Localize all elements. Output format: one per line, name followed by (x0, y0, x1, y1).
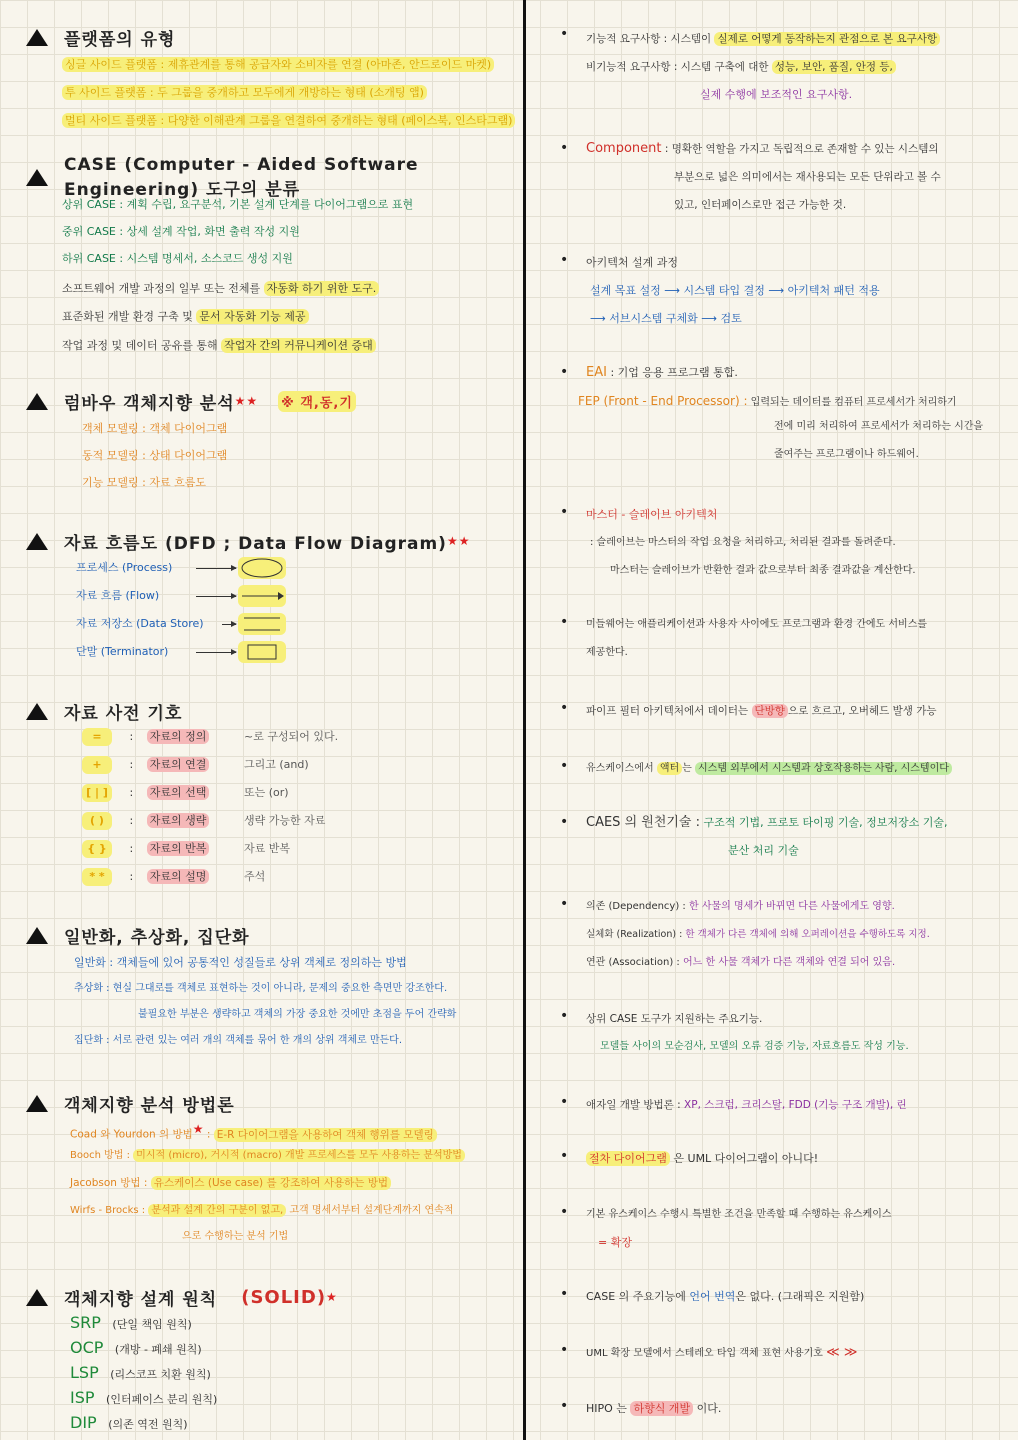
section-solid: 객체지향 설계 원칙 (SOLID) ★ SRP (단일 책임 원칙) OCP (개방 - 폐쇄 원칙) LSP (리스코프 치환 원칙) ISP (인터페이스 분리 원칙) DIP (의존 역전 원칙) (0, 1284, 522, 1310)
solid-desc: (인터페이스 분리 원칙) (106, 1393, 218, 1406)
case-no-translation: CASE 의 주요기능에 언어 번역은 없다. (그래픽은 지원함) (586, 1290, 865, 1303)
triangle-icon (26, 1289, 48, 1306)
master-slave-1: : 슬레이브는 마스터의 작업 요청을 처리하고, 처리된 결과를 돌려준다. (590, 537, 896, 548)
association-def: 연관 (Association) : 어느 한 사물 객체가 다른 객체와 연결 되어 있음. (586, 957, 896, 968)
upper-case-functions: 상위 CASE 도구가 지원하는 주요기능. (586, 1013, 763, 1025)
component-def: Component : 명확한 역할을 가지고 독립적으로 존재할 수 있는 시스템의 (586, 141, 939, 156)
solid-tag: (SOLID) (241, 1286, 327, 1308)
section-title: 플랫폼의 유형 (64, 29, 176, 50)
solid-row (70, 1414, 188, 1434)
triangle-icon (26, 927, 48, 944)
section-title: CASE (Computer - Aided Software Engineering) 도구의 분류 (64, 154, 419, 200)
dict-row: * * : 자료의 설명 주석 (82, 868, 209, 886)
realization-def: 실체화 (Realization) : 한 객체가 다른 객체에 의해 오퍼레이션을 수행하도록 지정. (586, 929, 930, 940)
case-line-5: 표준화된 개발 환경 구축 및 문서 자동화 기능 제공 (62, 308, 309, 326)
rumbaugh-line-1: 객체 모델링 : 객체 다이어그램 (82, 422, 228, 435)
dict-symbol: = (82, 728, 112, 746)
pipe-filter: 파이프 필터 아키텍처에서 데이터는 단방향 으로 흐르고, 오버헤드 발생 가능 (586, 705, 937, 717)
dfd-store-label: 자료 저장소 (Data Store) (76, 617, 204, 630)
master-slave-2: 마스터는 슬레이브가 반환한 결과 값으로부터 최종 결과값을 계산한다. (610, 565, 916, 576)
case-line-3: 하위 CASE : 시스템 명세서, 소스코드 생성 지원 (62, 252, 293, 265)
rumbaugh-line-3: 기능 모델링 : 자료 흐름도 (82, 476, 206, 489)
case-line-2: 중위 CASE : 상세 설계 작업, 화면 출력 작성 지원 (62, 225, 300, 238)
section-title: 자료 사전 기호 (64, 703, 183, 724)
solid-abbr: OCP (70, 1338, 104, 1357)
arrow-icon (222, 624, 236, 625)
dict-symbol: ( ) (82, 812, 112, 830)
dict-desc: ~로 구성되어 있다. (244, 730, 339, 743)
master-slave-title: 마스터 - 슬레이브 아키텍처 (586, 508, 718, 521)
solid-row (70, 1389, 217, 1409)
section-title: 자료 흐름도 (DFD ; Data Flow Diagram) (64, 533, 447, 554)
section-dfd (0, 528, 522, 658)
dict-desc: 주석 (244, 870, 266, 883)
column-divider (523, 0, 526, 1440)
extend-usecase-2: = 확장 (598, 1236, 632, 1249)
usecase-actor: 유스케이스에서 액터 는 시스템 외부에서 시스템과 상호작용하는 사람, 시스템이다 (586, 760, 952, 778)
section-title: 일반화, 추상화, 집단화 (64, 927, 250, 948)
section-title: 객체지향 설계 원칙 (64, 1289, 218, 1310)
section-data-dictionary (0, 698, 522, 883)
architecture-design-flow-2: ⟶ 서브시스템 구체화 ⟶ 검토 (590, 312, 742, 325)
gen-line-2: 추상화 : 현실 그대로를 객체로 표현하는 것이 아니라, 문제의 중요한 측면만 강조한다. (74, 983, 448, 994)
solid-row (70, 1364, 211, 1384)
platform-line-3: 멀티 사이드 플랫폼 : 다양한 이해관계 그룹을 연결하여 중개하는 형태 (페이스북, 인스타그램) (62, 113, 515, 128)
arrow-icon (196, 568, 236, 569)
triangle-icon (26, 1095, 48, 1112)
right-column: • 기능적 요구사항 : 시스템이 실제로 어떻게 동작하는지 관점으로 본 요구사항 비기능적 요구사항 : 시스템 구축에 대한 성능, 보안, 품질, 안정 등, 실제 수행에 보조적인 요구사항. • Component : 명확한 역할을 가지고 독립적으로 존재할 수 있는 시스템의 부분으로 넓은 의미에서는 재사용되는 모든 단위라고 볼 수 있고, 인터페이스로만 접근 가능한 것. • 아키텍처 설계 과정 설계 목표 설정 ⟶ 시스템 타입 결정 ⟶ 아키텍처 패턴 적용 ⟶ 서브시스템 구체화 ⟶ 검토 • EAI : 기업 응용 프로그램 통합. FEP (Front - End Processor) : 입력되는 데이터를 컴퓨터 프로세서가 처리하기 전에 미리 처리하여 프로세서가 처리하는 시간을 줄여주는 프로그램이나 하드웨어. • 마스터 - 슬레이브 아키텍처 : 슬레이브는 마스터의 작업 요청을 처리하고, 처리된 결과를 돌려준다. 마스터는 슬레이브가 반환한 결과 값으로부터 최종 결과값을 계산한다. • 미들웨어는 애플리케이션과 사용자 사이에도 프로그램과 환경 간에도 서비스를 제공한다. • 파이프 필터 아키텍처에서 데이터는 단방향 으로 흐르고, 오버헤드 발생 가능 • 유스케이스에서 액터 는 시스템 외부에서 시스템과 상호작용하는 사람, 시스템이다 • CAES 의 원천기술 : 구조적 기법, 프로토 타이핑 기술, 정보저장소 기술, 분산 처리 기술 • 의존 (Dependency) : 한 사물의 명세가 바뀌면 다른 사물에게도 영향. 실체화 (Realization) : 한 객체가 다른 객체에 의해 오퍼레이션을 수행하도록 지정. 연관 (Association) : 어느 한 사물 객체가 다른 객체와 연결 되어 있음. • 상위 CASE 도구가 지원하는 주요기능. 모델들 사이의 모순검사, 모델의 오류 검증 기능, 자료흐름도 작성 기능. • 애자일 개발 방법론 : XP, 스크럼, 크리스탈, FDD (기능 구조 개발), 린 • 절차 다이어그램 은 UML 다이어그램이 아니다! • 기본 유스케이스 수행시 특별한 조건을 만족할 때 수행하는 유스케이스 = 확장 • CASE 의 주요기능에 언어 번역은 없다. (그래픽은 지원함) • UML 확장 모델에서 스테레오 타입 객체 표현 사용기호 ≪ ≫ • HIPO 는 하향식 개발 이다. (528, 0, 1018, 1440)
dict-row: [ | ] : 자료의 선택 또는 (or) (82, 784, 209, 802)
solid-abbr: DIP (70, 1413, 97, 1432)
dict-name: 자료의 설명 (147, 869, 210, 884)
section-rumbaugh (0, 388, 522, 489)
nonfunctional-req: 비기능적 요구사항 : 시스템 구축에 대한 성능, 보안, 품질, 안정 등, (586, 58, 896, 76)
dict-desc: 생략 가능한 자료 (244, 814, 326, 827)
star-icon: ★★ (446, 534, 471, 548)
terminator-shape (238, 641, 286, 663)
dict-desc: 그리고 (and) (244, 758, 309, 771)
solid-desc: (개방 - 폐쇄 원칙) (114, 1343, 202, 1356)
fep-def-2: 전에 미리 처리하여 프로세서가 처리하는 시간을 (774, 421, 984, 432)
gen-line-1: 일반화 : 객체들에 있어 공통적인 성질들로 상위 객체로 정의하는 방법 (74, 956, 407, 969)
dict-symbol: [ | ] (82, 784, 112, 802)
section-case (0, 154, 522, 352)
dict-row: = : 자료의 정의 ~로 구성되어 있다. (82, 728, 209, 746)
stereotype-symbol: UML 확장 모델에서 스테레오 타입 객체 표현 사용기호 ≪ ≫ (586, 1345, 858, 1360)
oo-line-1: Coad 와 Yourdon 의 방법★ : E-R 다이어그램을 사용하여 객체 행위를 모델링 (70, 1120, 437, 1144)
dict-row: ( ) : 자료의 생략 생략 가능한 자료 (82, 812, 209, 830)
triangle-icon (26, 169, 48, 186)
dict-row: { } : 자료의 반복 자료 반복 (82, 840, 209, 858)
solid-abbr: SRP (70, 1313, 101, 1332)
oo-line-3: Jacobson 방법 : 유스케이스 (Use case) 를 강조하여 사용하는 방법 (70, 1174, 391, 1192)
case-line-6: 작업 과정 및 데이터 공유를 통해 작업자 간의 커뮤니케이션 증대 (62, 337, 376, 355)
solid-desc: (리스코프 치환 원칙) (110, 1368, 211, 1381)
flow-shape (238, 585, 286, 607)
process-shape (238, 557, 286, 579)
hipo-def: HIPO 는 하향식 개발 이다. (586, 1402, 722, 1415)
oo-line-2: Booch 방법 : 미시적 (micro), 거시적 (macro) 개발 프로세스를 모두 사용하는 분석방법 (70, 1147, 465, 1165)
dfd-terminator-label: 단말 (Terminator) (76, 645, 169, 658)
dict-name: 자료의 선택 (147, 785, 210, 800)
solid-row (70, 1339, 202, 1359)
case-tech-2: 분산 처리 기술 (728, 844, 799, 857)
dict-name: 자료의 생략 (147, 813, 210, 828)
section-title: 럼바우 객체지향 분석 (64, 393, 235, 414)
dict-desc: 또는 (or) (244, 786, 289, 799)
mnemonic-note: ※ 객,동,기 (278, 391, 356, 412)
arrow-icon (196, 652, 236, 653)
fep-def-3: 줄여주는 프로그램이나 하드웨어. (774, 449, 919, 460)
dict-symbol: * * (82, 868, 112, 886)
dict-symbol: { } (82, 840, 112, 858)
platform-line-1: 싱글 사이드 플랫폼 : 제휴관계를 통해 공급자와 소비자를 연결 (아마존, 안드로이드 마켓) (62, 57, 494, 72)
middleware-2: 제공한다. (586, 647, 628, 658)
triangle-icon (26, 533, 48, 550)
eai-def: EAI : 기업 응용 프로그램 통합. (586, 365, 738, 380)
dict-name: 자료의 반복 (147, 841, 210, 856)
dict-name: 자료의 연결 (147, 757, 210, 772)
case-line-1: 상위 CASE : 계획 수립, 요구분석, 기본 설계 단계를 다이어그램으로 표현 (62, 198, 414, 211)
dict-name: 자료의 정의 (147, 729, 210, 744)
oo-line-5: 으로 수행하는 분석 기법 (182, 1231, 289, 1242)
solid-desc: (단일 책임 원칙) (112, 1318, 192, 1331)
section-platform (0, 24, 522, 127)
upper-case-functions-2: 모델들 사이의 모순검사, 모델의 오류 검증 기능, 자료흐름도 작성 기능. (600, 1041, 909, 1052)
triangle-icon (26, 29, 48, 46)
triangle-icon (26, 703, 48, 720)
functional-req: 기능적 요구사항 : 시스템이 실제로 어떻게 동작하는지 관점으로 본 요구사항 (586, 30, 940, 48)
agile-methods: 애자일 개발 방법론 : XP, 스크럼, 크리스탈, FDD (기능 구조 개발), 린 (586, 1099, 907, 1111)
star-icon: ★★ (234, 394, 259, 408)
section-oo-analysis (0, 1090, 522, 1242)
gen-line-4: 집단화 : 서로 관련 있는 여러 개의 객체를 묶어 한 개의 상위 객체로 만든다. (74, 1035, 403, 1046)
solid-row (70, 1314, 192, 1334)
section-title: 객체지향 분석 방법론 (64, 1095, 235, 1116)
dict-row: + : 자료의 연결 그리고 (and) (82, 756, 209, 774)
dfd-process-label: 프로세스 (Process) (76, 561, 173, 574)
solid-abbr: LSP (70, 1363, 99, 1382)
gen-line-3: 불필요한 부분은 생략하고 객체의 가장 중요한 것에만 초점을 두어 간략화 (138, 1009, 457, 1020)
dict-desc: 자료 반복 (244, 842, 291, 855)
platform-line-2: 투 사이드 플랫폼 : 두 그룹을 중개하고 모두에게 개방하는 형태 (소개팅 앱) (62, 85, 427, 100)
architecture-design-title: 아키텍처 설계 과정 (586, 256, 679, 269)
component-def-3: 있고, 인터페이스로만 접근 가능한 것. (674, 199, 847, 211)
oo-line-4: Wirfs - Brocks : 분석과 설계 간의 구분이 없고, 고객 명세서부터 설계단계까지 연속적 (70, 1205, 454, 1216)
datastore-shape (238, 613, 286, 635)
case-tech: CAES 의 원천기술 : 구조적 기법, 프로토 타이핑 기술, 정보저장소 기술, (586, 815, 948, 830)
dict-symbol: + (82, 756, 112, 774)
triangle-icon (26, 393, 48, 410)
fep-def: FEP (Front - End Processor) : 입력되는 데이터를 컴퓨터 프로세서가 처리하기 (578, 394, 957, 408)
extend-usecase: 기본 유스케이스 수행시 특별한 조건을 만족할 때 수행하는 유스케이스 (586, 1209, 892, 1220)
arrow-icon (196, 596, 236, 597)
rumbaugh-line-2: 동적 모델링 : 상태 다이어그램 (82, 449, 228, 462)
architecture-design-flow-1: 설계 목표 설정 ⟶ 시스템 타입 결정 ⟶ 아키텍처 패턴 적용 (590, 284, 880, 297)
solid-abbr: ISP (70, 1388, 95, 1407)
component-def-2: 부분으로 넓은 의미에서는 재사용되는 모든 단위라고 볼 수 (674, 171, 941, 183)
section-generalization (0, 922, 522, 1046)
dfd-flow-label: 자료 흐름 (Flow) (76, 589, 160, 602)
middleware-1: 미들웨어는 애플리케이션과 사용자 사이에도 프로그램과 환경 간에도 서비스를 (586, 619, 928, 630)
procedure-diagram: 절차 다이어그램 은 UML 다이어그램이 아니다! (586, 1150, 818, 1168)
case-line-4: 소프트웨어 개발 과정의 일부 또는 전체를 자동화 하기 위한 도구. (62, 280, 379, 298)
dependency-def: 의존 (Dependency) : 한 사물의 명세가 바뀌면 다른 사물에게도 영향. (586, 901, 895, 912)
nonfunctional-req-2: 실제 수행에 보조적인 요구사항. (700, 88, 853, 101)
solid-desc: (의존 역전 원칙) (108, 1418, 188, 1431)
